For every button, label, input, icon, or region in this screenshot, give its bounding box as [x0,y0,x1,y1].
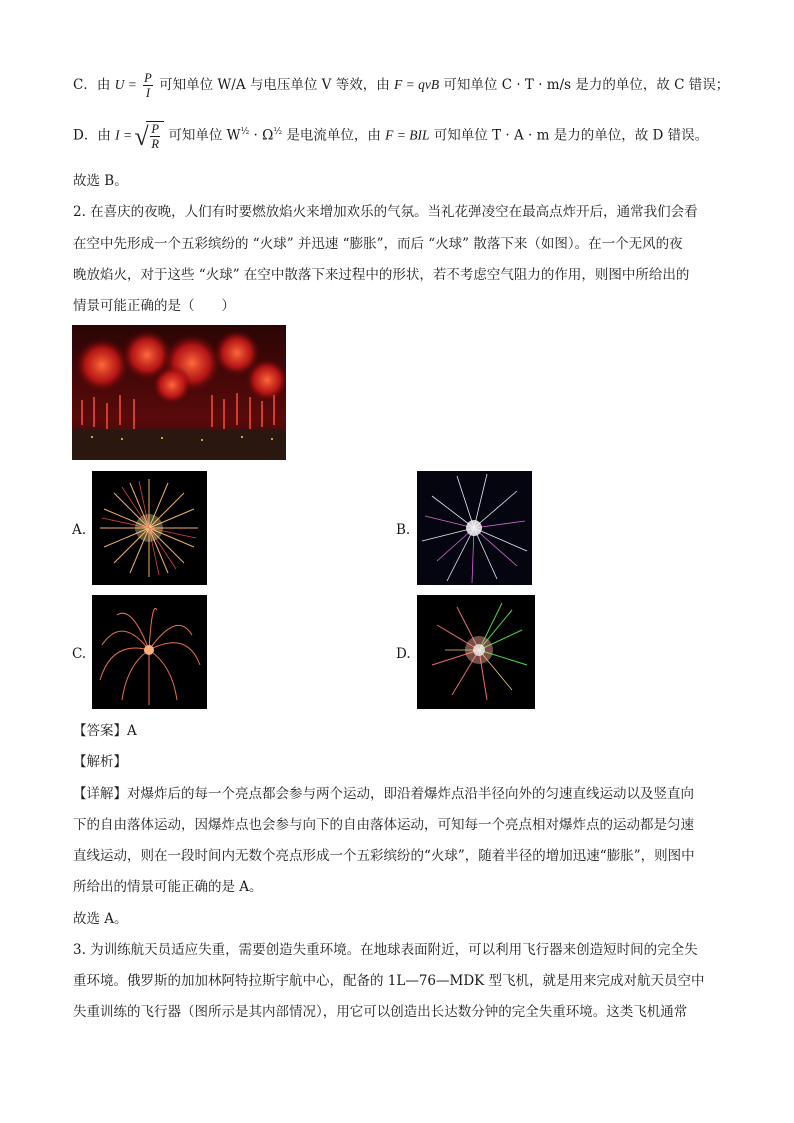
option-c-label[interactable]: C. [72,646,87,662]
option-d-firework-image[interactable] [417,595,535,709]
d-eq1-lhs: I = [115,127,133,143]
detail-line-2: 下的自由落体运动，因爆炸点也会参与向下的自由落体运动，可知每一个亮点相对爆炸点的运动都是匀速 [73,817,694,833]
c-fraction [143,71,153,100]
d-fraction-numerator: √ P [151,122,160,136]
c-mid: 可知单位 W/A 与电压单位 V 等效，由 [159,77,390,93]
option-a-label[interactable]: A. [72,522,87,538]
c-prefix: C．由 [73,77,111,93]
answer-value: A [127,723,137,739]
d-prefix: D．由 [73,127,111,144]
option-a-firework-image[interactable] [92,471,207,585]
option-c-explanation [73,71,729,100]
d-fraction [150,122,160,151]
q3-line-2: 重环境。俄罗斯的加加林阿特拉斯宇航中心，配备的 1L—76—MDK 型飞机，就是用来完成对航天员空中 [73,973,705,989]
fireworks-scene-image [72,325,286,460]
detail-line-4: 所给出的情景可能正确的是 A。 [73,879,263,895]
choose-b: 故选 B。 [73,173,128,189]
detail-label: 【详解】 [73,786,127,802]
detail-line-3: 直线运动，则在一段时间内无数个亮点形成一个五彩缤纷的“火球”，随着半径的增加迅速“膨胀”，则图中 [73,848,695,864]
option-b-firework-image[interactable] [417,471,532,585]
analysis-label: 【解析】 [73,754,127,770]
option-b-label[interactable]: B. [396,522,411,538]
d-sup1: ½ [240,127,250,137]
q2-line-4: 情景可能正确的是（ ） [73,298,235,314]
q3-line-1: 3. 为训练航天员适应失重，需要创造失重环境。在地球表面附近，可以利用飞行器来创造短时间的完全失 [73,942,698,958]
detail-line-1 [73,784,694,804]
d-mid1: 可知单位 W [168,127,241,144]
option-d-explanation [73,121,708,151]
q2-line-1: 2. 在喜庆的夜晚，人们有时要燃放焰火来增加欢乐的气氛。当礼花弹凌空在最高点炸开后，通常我们会看 [73,204,698,220]
c-tail: 可知单位 C · T · m/s 是力的单位，故 C 错误； [443,77,730,93]
d-mid2: · Ω [253,127,274,144]
d-eq2: F = BIL [385,127,430,143]
c-eq2: F = qvB [394,77,440,92]
choose-a: 故选 A。 [73,911,128,927]
option-c-firework-image[interactable] [92,595,207,709]
answer-line [73,721,137,741]
q2-line-2: 在空中先形成一个五彩缤纷的 “火球” 并迅速 “膨胀”，而后 “火球” 散落下来（如图）。在一个无风的夜 [73,236,683,252]
detail-text-1: 对爆炸后的每一个亮点都会参与两个运动，即沿着爆炸点沿半径向外的匀速直线运动以及竖直向 [127,786,694,802]
c-eq1-lhs: U = [114,77,137,92]
q3-line-3: 失重训练的飞行器（图所示是其内部情况），用它可以创造出长达数分钟的完全失重环境。这类飞机通常 [73,1004,688,1020]
d-mid3: 是电流单位，由 [286,127,381,144]
answer-label: 【答案】 [73,723,127,739]
q2-line-3: 晚放焰火，对于这些 “火球” 在空中散落下来过程中的形状，若不考虑空气阻力的作用，则图中所给出的 [73,267,690,283]
d-sup2: ½ [273,127,283,137]
d-fraction-denominator: R [151,137,160,151]
d-sqrt [136,121,164,151]
d-tail: 可知单位 T · A · m 是力的单位，故 D 错误。 [433,127,709,144]
c-fraction-numerator: P [144,71,152,85]
c-fraction-denominator: I [145,86,151,100]
option-d-label[interactable]: D. [396,646,411,662]
